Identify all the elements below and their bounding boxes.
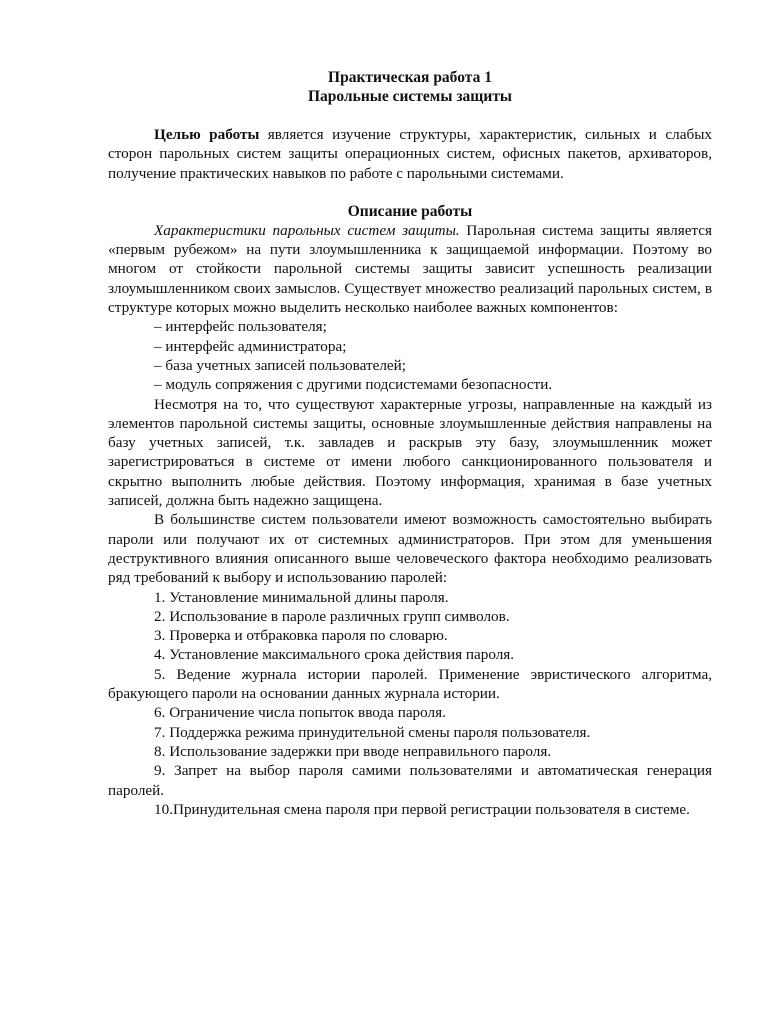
intro-italic: Характеристики парольных систем защиты. — [154, 221, 460, 239]
requirement-item: 10.Принудительная смена пароля при первой регистрации пользователя в системе. — [154, 800, 690, 818]
threats-paragraph: Несмотря на то, что существуют характерные угрозы, направленные на каждый из элементов парольной системы защиты, основные злоумышленные действия направлены на базу учетных записей, т.к. завладев и раскрыв эту базу, злоумышленник может зарегистрироваться в системе от имени любого санкционированного пользователя и скрытно выполнить любые действия. Поэтому информация, хранимая в базе учетных записей, должна быть надежно защищена. — [108, 395, 712, 510]
requirement-item: 8. Использование задержки при вводе неправильного пароля. — [154, 742, 552, 760]
section-heading: Описание работы — [347, 202, 473, 220]
goal-paragraph — [108, 125, 712, 183]
requirement-item: 4. Установление максимального срока действия пароля. — [154, 646, 515, 664]
goal-text: является изучение структуры, характеристик, сильных и слабых сторон парольных систем защиты операционных систем, офисных пакетов, архиваторов, получение практических навыков по работе с парольными системами. — [108, 126, 712, 182]
component-item: – интерфейс пользователя; — [154, 318, 327, 336]
requirement-item: 1. Установление минимальной длины пароля. — [154, 588, 449, 606]
spacer — [108, 183, 712, 202]
requirement-item: 6. Ограничение числа попыток ввода пароля. — [154, 704, 446, 722]
component-item: – база учетных записей пользователей; — [154, 356, 407, 374]
requirement-item: 7. Поддержка режима принудительной смены пароля пользователя. — [154, 723, 591, 741]
intro-paragraph — [108, 221, 712, 317]
intro-text: Парольная система защиты является «первым рубежом» на пути злоумышленника к защищаемой информации. Поэтому во многом от стойкости парольной системы защиты зависит успешность реализации злоумышленником своих замыслов. Существует множество реализаций парольных систем, в структуре которых можно выделить несколько наиболее важных компонентов: — [108, 221, 712, 317]
requirement-item: 3. Проверка и отбраковка пароля по словарю. — [154, 627, 448, 645]
requirement-item: 2. Использование в пароле различных групп символов. — [154, 607, 510, 625]
requirement-item: 5. Ведение журнала истории паролей. Применение эвристического алгоритма, бракующего пароли на основании данных журнала истории. — [108, 665, 712, 703]
requirements-intro: В большинстве систем пользователи имеют возможность самостоятельно выбирать пароли или получают их от системных администраторов. При этом для уменьшения деструктивного влияния описанного выше человеческого фактора необходимо реализовать ряд требований к выбору и использованию паролей: — [108, 511, 712, 587]
document-title: Практическая работа 1 — [328, 69, 492, 86]
component-item: – интерфейс администратора; — [154, 337, 347, 355]
document-subtitle: Парольные системы защиты — [307, 88, 513, 105]
spacer — [108, 106, 712, 125]
component-item: – модуль сопряжения с другими подсистемами безопасности. — [154, 376, 553, 394]
requirement-item: 9. Запрет на выбор пароля самими пользователями и автоматическая генерация паролей. — [108, 762, 712, 799]
goal-lead: Целью работы — [154, 126, 260, 143]
